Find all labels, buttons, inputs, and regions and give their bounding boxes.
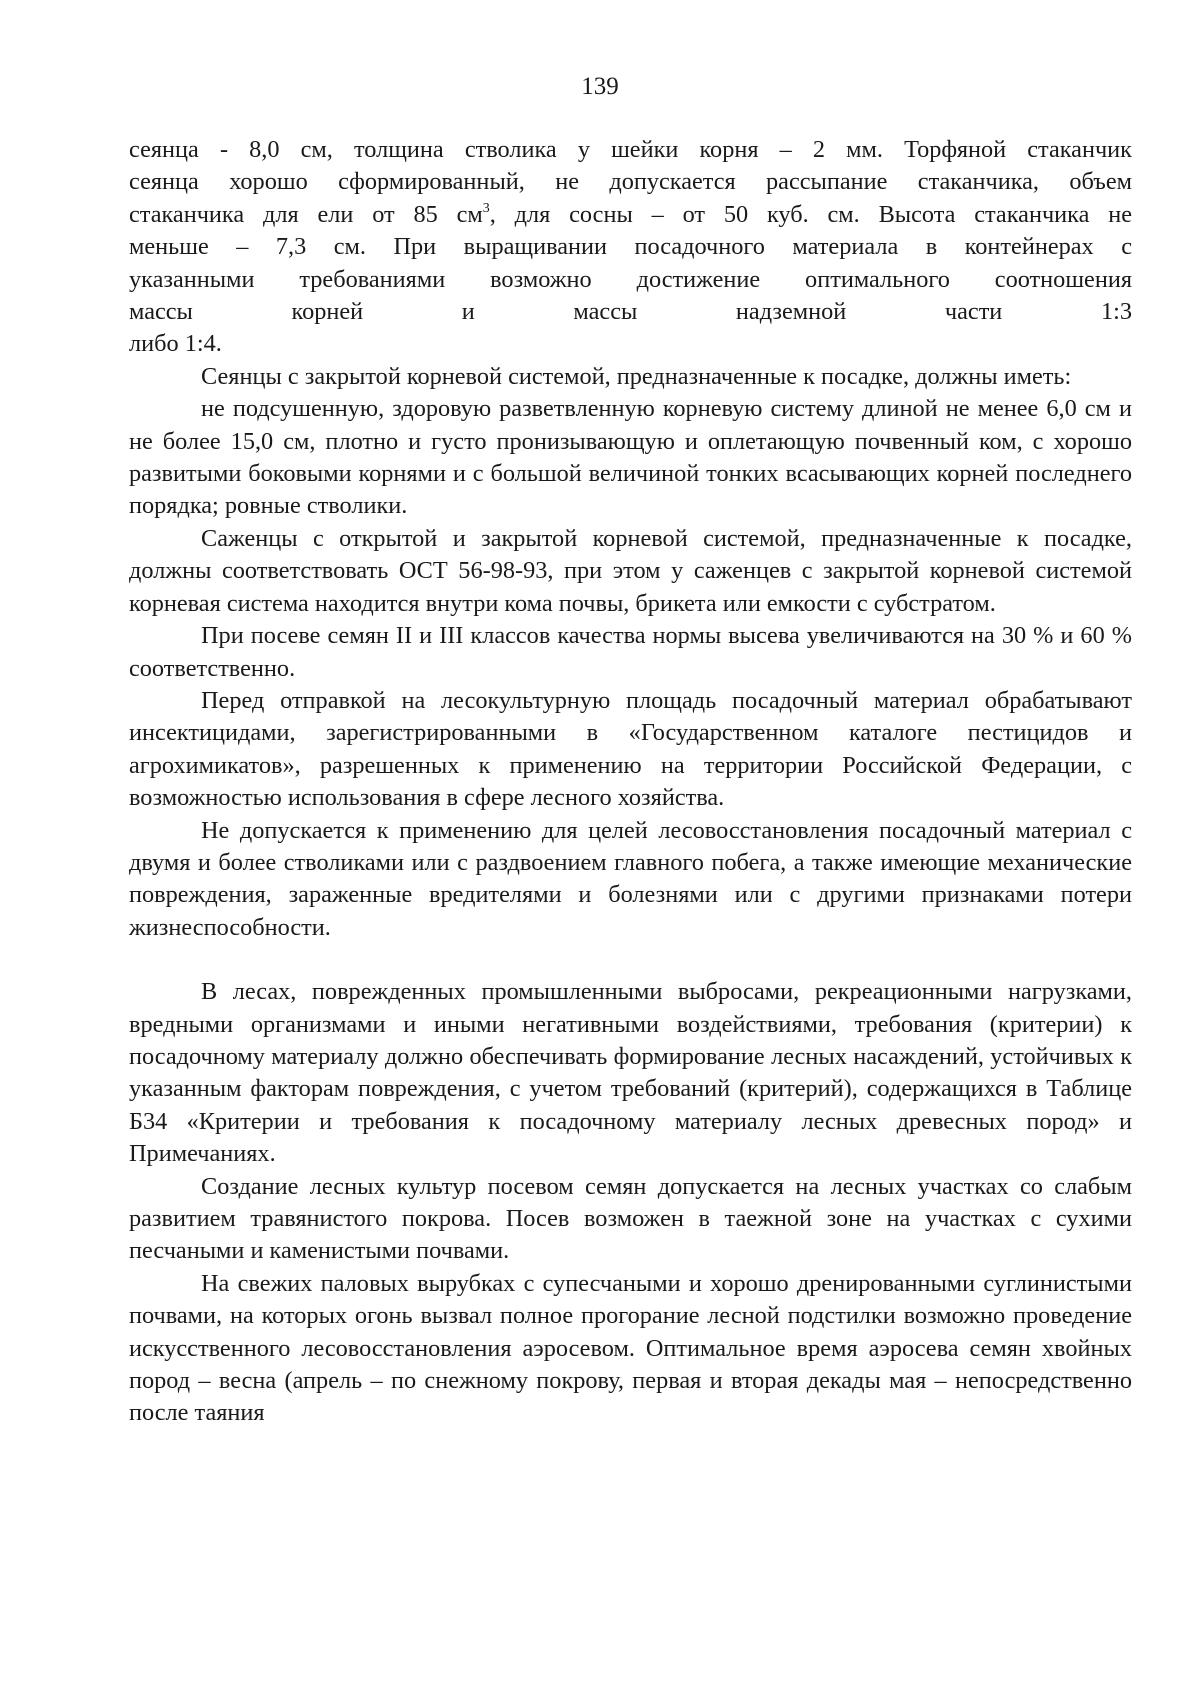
paragraph-8: В лесах, поврежденных промышленными выбросами, рекреационными нагрузками, вредными организмами и иными негативными воздействиями, требования (критерии) к посадочному материалу должно обеспечивать формирование лесных насаждений, устойчивых к указанным факторам повреждения, с учетом требований (критерий), содержащихся в Таблице Б34 «Критерии и требования к посадочному материалу лесных древесных пород» и Примечаниях. bbox=[129, 978, 1132, 1168]
text-line: сеянца хорошо сформированный, не допускается рассыпание стаканчика, объем bbox=[129, 168, 1132, 196]
text-line bbox=[129, 199, 1132, 231]
paragraph-3: не подсушенную, здоровую разветвленную корневую систему длиной не менее 6,0 см и не более 15,0 см, плотно и густо пронизывающую и оплетающую почвенный ком, с хорошо развитыми боковыми корнями и с большой величиной тонких всасывающих корней последнего порядка; ровные стволики. bbox=[129, 395, 1132, 520]
paragraph-2: Сеянцы с закрытой корневой системой, предназначенные к посадке, должны иметь: bbox=[201, 362, 1072, 390]
document-body bbox=[129, 134, 1132, 1430]
paragraph-9: Создание лесных культур посевом семян допускается на лесных участках со слабым развитием травянистого покрова. Посев возможен в таежной зоне на участках с сухими песчаными и каменистыми почвами. bbox=[129, 1172, 1132, 1265]
text-line: указанными требованиями возможно достижение оптимального соотношения bbox=[129, 265, 1132, 293]
text-line: либо 1:4. bbox=[129, 330, 222, 358]
text-fragment: стаканчика для ели от 85 см bbox=[129, 200, 483, 228]
text-line: массы корней и массы надземной части 1:3 bbox=[129, 298, 1132, 326]
paragraph-1 bbox=[129, 134, 1132, 361]
paragraph-4: Саженцы с открытой и закрытой корневой системой, предназначенные к посадке, должны соответствовать ОСТ 56-98-93, при этом у саженцев с закрытой корневой системой корневая система находится внутри кома почвы, брикета или емкости с субстратом. bbox=[129, 524, 1132, 617]
paragraph-7: Не допускается к применению для целей лесовосстановления посадочный материал с двумя и более стволиками или с раздвоением главного побега, а также имеющие механические повреждения, зараженные вредителями и болезнями или с другими признаками потери жизнеспособности. bbox=[129, 816, 1132, 941]
paragraph-10: На свежих паловых вырубках с супесчаными и хорошо дренированными суглинистыми почвами, на которых огонь вызвал полное прогорание лесной подстилки возможно проведение искусственного лесовосстановления аэросевом. Оптимальное время аэросева семян хвойных пород – весна (апрель – по снежному покрову, первая и вторая декады мая – непосредственно после таяния bbox=[129, 1269, 1132, 1427]
page-number: 139 bbox=[581, 73, 619, 100]
paragraph-gap bbox=[129, 944, 1132, 976]
text-line: сеянца - 8,0 см, толщина стволика у шейки корня – 2 мм. Торфяной стаканчик bbox=[129, 136, 1132, 163]
text-fragment: , для сосны – от 50 куб. см. Высота стаканчика не bbox=[489, 200, 1132, 228]
text-line: меньше – 7,3 см. При выращивании посадочного материала в контейнерах с bbox=[129, 233, 1132, 261]
superscript: 3 bbox=[482, 200, 490, 216]
paragraph-5: При посеве семян II и III классов качества нормы высева увеличиваются на 30 % и 60 % соответственно. bbox=[129, 622, 1132, 682]
paragraph-6: Перед отправкой на лесокультурную площадь посадочный материал обрабатывают инсектицидами, зарегистрированными в «Государственном каталоге пестицидов и агрохимикатов», разрешенных к применению на территории Российской Федерации, с возможностью использования в сфере лесного хозяйства. bbox=[129, 686, 1132, 812]
